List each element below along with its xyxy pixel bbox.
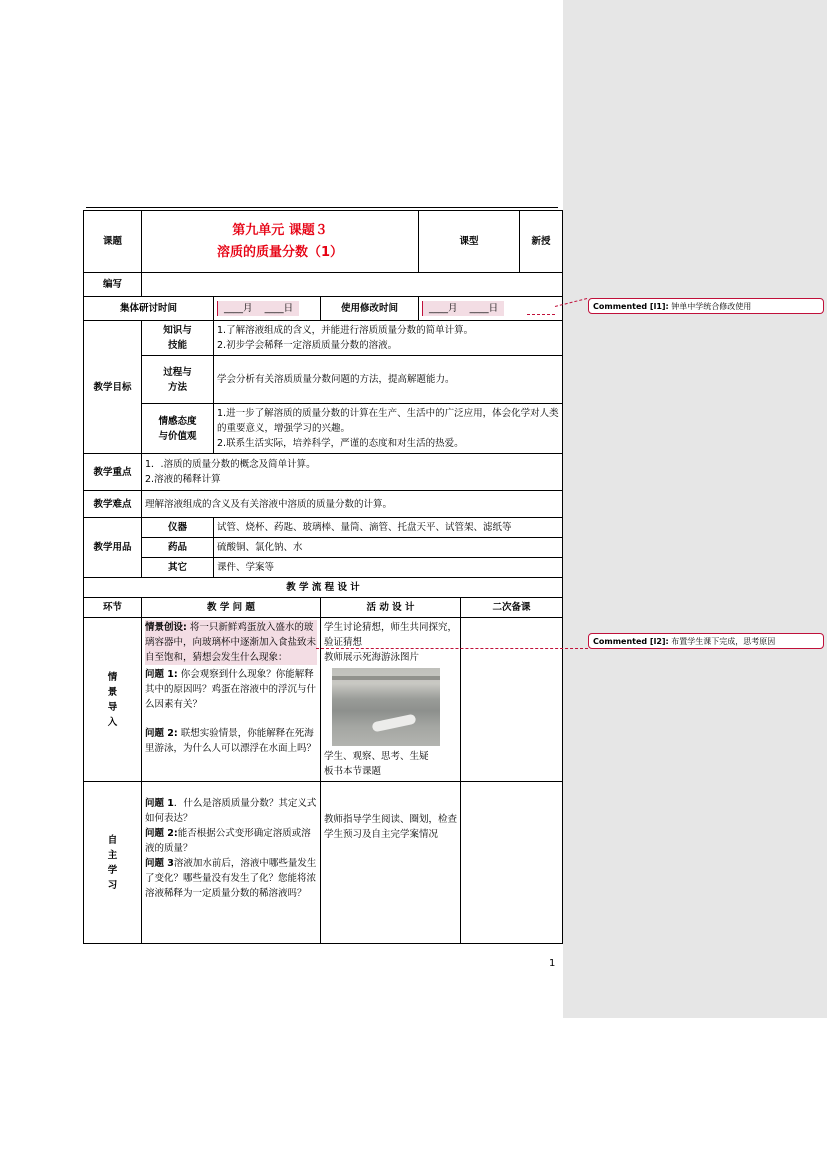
q2-text: 联想实验情景，你能解释在死海里游泳，为什么人可以漂浮在水面上吗？ — [145, 728, 317, 754]
knowledge-label: 知识与 技能 — [142, 321, 214, 356]
col-second: 二次备课 — [461, 598, 563, 618]
stage-intro: 情 景 导 入 — [84, 618, 142, 782]
instruments-text: 试管、烧杯、药匙、玻璃棒、量筒、滴管、托盘天平、试管架、滤纸等 — [214, 518, 563, 538]
study-time-label: 集体研讨时间 — [84, 297, 214, 321]
knowledge-text: 1.了解溶液组成的含义，并能进行溶质质量分数的简单计算。 2.初步学会稀释一定溶质质量分数的溶液。 — [214, 321, 563, 356]
emotion-text: 1.进一步了解溶质的质量分数的计算在生产、生活中的广泛应用，体会化学对人类的重要意义，增强学习的兴趣。 2.联系生活实际，培养科学，严谨的态度和对生活的热爱。 — [214, 404, 563, 454]
study-time-value[interactable] — [214, 297, 321, 321]
q1-text: 你会观察到什么现象？你能解释其中的原因吗？鸡蛋在溶液中的浮沉与什么因素有关？ — [145, 669, 317, 710]
lesson-title — [142, 211, 419, 273]
stage-self-study: 自 主 学 习 — [84, 782, 142, 944]
comment-margin — [563, 0, 827, 1018]
other-text: 课件、学案等 — [214, 558, 563, 578]
title-line-2: 溶质的质量分数（1） — [217, 244, 344, 260]
difficulty-text: 理解溶液组成的含义及有关溶液中溶质的质量分数的计算。 — [142, 491, 563, 518]
flow-title: 教 学 流 程 设 计 — [84, 578, 563, 598]
comment-1-author: Commented [l1]: — [593, 302, 669, 311]
title-line-1: 第九单元 课题３ — [232, 222, 328, 238]
comment-1[interactable] — [588, 298, 824, 314]
col-problem: 教 学 问 题 — [142, 598, 321, 618]
revise-time-label: 使用修改时间 — [321, 297, 419, 321]
author-value[interactable] — [142, 273, 563, 297]
topic-label: 课题 — [84, 211, 142, 273]
self-study-problems: 问题 1．什么是溶质质量分数？其定义式如何表达？ 问题 2:能否根据公式变形确定溶质或溶液的质量？ 问题 3溶液加水前后，溶液中哪些量发生了变化？哪些量没有发生了化？您能将浓溶液稀释为一定质量分数的稀溶液吗？ — [142, 782, 321, 944]
process-text: 学会分析有关溶质质量分数问题的方法，提高解题能力。 — [214, 356, 563, 404]
q1-label: 问题 1: — [145, 669, 178, 680]
page-number: 1 — [549, 958, 556, 969]
keypoints-text: 1．.溶质的质量分数的概念及简单计算。 2.溶液的稀释计算 — [142, 454, 563, 491]
revise-date-field: ____月 ____日 — [422, 301, 504, 316]
scene-text: 情景创设: 将一只新鲜鸡蛋放入盛水的玻璃容器中，向玻璃杯中逐渐加入食盐致未自至饱和，猜想会发生什么现象： — [145, 622, 317, 663]
comment-2[interactable] — [588, 633, 824, 649]
study-date-field: ____月 ____日 — [217, 301, 299, 316]
materials-label: 教学用品 — [84, 518, 142, 578]
comment-1-text: 钟单中学统合修改使用 — [671, 302, 752, 311]
type-value: 新授 — [520, 211, 563, 273]
revise-time-value[interactable] — [419, 297, 563, 321]
comment-1-leader — [527, 314, 555, 315]
self-study-second[interactable] — [461, 782, 563, 944]
comment-2-author: Commented [l2]: — [593, 637, 669, 646]
intro-second[interactable] — [461, 618, 563, 782]
intro-problems — [142, 618, 321, 782]
comment-2-text: 布置学生课下完成，思考原因 — [671, 637, 776, 646]
header-rule — [86, 207, 558, 208]
col-activity: 活 动 设 计 — [321, 598, 461, 618]
process-label: 过程与 方法 — [142, 356, 214, 404]
other-label: 其它 — [142, 558, 214, 578]
keypoints-label: 教学重点 — [84, 454, 142, 491]
author-label: 编写 — [84, 273, 142, 297]
intro-activity: 学生讨论猜想，师生共同探究，验证猜想 教师展示死海游泳图片 学生、观察、思考、生疑 板书本节课题 — [321, 618, 461, 782]
reagents-text: 硫酸铜、氯化钠、水 — [214, 538, 563, 558]
instruments-label: 仪器 — [142, 518, 214, 538]
goals-label: 教学目标 — [84, 321, 142, 454]
type-label: 课型 — [419, 211, 520, 273]
reagents-label: 药品 — [142, 538, 214, 558]
lesson-plan-table — [83, 210, 563, 944]
difficulty-label: 教学难点 — [84, 491, 142, 518]
dead-sea-photo — [332, 668, 440, 746]
comment-2-leader — [316, 648, 588, 649]
self-study-activity: 教师指导学生阅读、圈划，检查学生预习及自主完学案情况 — [321, 782, 461, 944]
q2-label: 问题 2: — [145, 728, 178, 739]
emotion-label: 情感态度 与价值观 — [142, 404, 214, 454]
col-stage: 环节 — [84, 598, 142, 618]
